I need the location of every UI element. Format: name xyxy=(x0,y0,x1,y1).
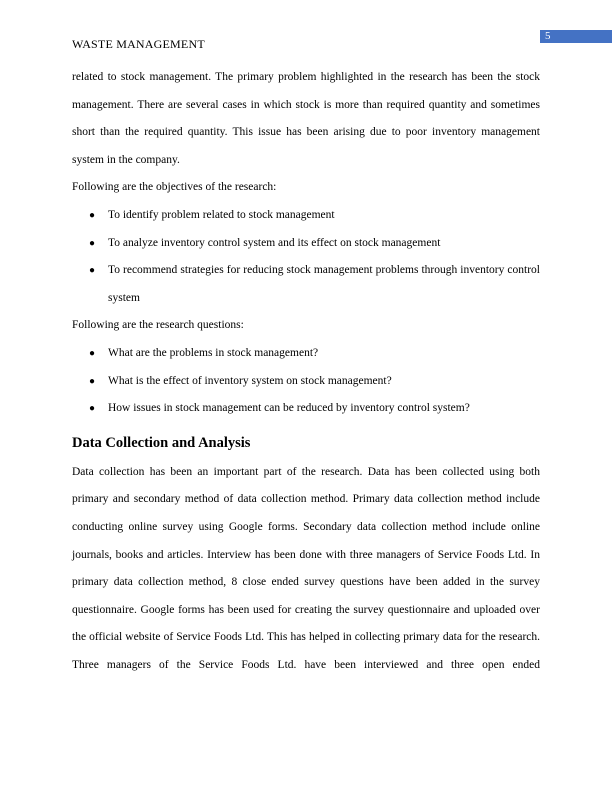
list-item: ● What is the effect of inventory system on stock management? xyxy=(72,368,540,396)
bullet-icon: ● xyxy=(89,375,96,387)
bullet-icon: ● xyxy=(89,403,96,415)
list-item: ● What are the problems in stock management? xyxy=(72,340,540,368)
section-heading: Data Collection and Analysis xyxy=(72,434,251,451)
list-item: ● To analyze inventory control system and its effect on stock management xyxy=(72,230,540,258)
document-body xyxy=(72,64,540,679)
list-item: ● To identify problem related to stock management xyxy=(72,202,540,230)
bullet-icon: ● xyxy=(89,347,96,359)
questions-lead: Following are the research questions: xyxy=(72,319,244,332)
questions-list xyxy=(72,340,540,423)
intro-paragraph: related to stock management. The primary problem highlighted in the research has been the stock management. There are several cases in which stock is more than required quantity and sometimes short than the required quantity. This issue has been arising due to poor inventory management system in the company. xyxy=(72,71,540,166)
objectives-lead: Following are the objectives of the research: xyxy=(72,181,277,194)
list-item: ● To recommend strategies for reducing stock management problems through inventory control system xyxy=(72,257,540,312)
objectives-list xyxy=(72,202,540,312)
bullet-icon: ● xyxy=(89,265,96,277)
page-number: 5 xyxy=(540,30,612,43)
bullet-icon: ● xyxy=(89,237,96,249)
section-paragraph: Data collection has been an important part of the research. Data has been collected using both primary and secondary method of data collection method. Primary data collection method include conducting online survey using Google forms. Secondary data collection method include online journals, books and articles. Interview has been done with three managers of Service Foods Ltd. In primary data collection method, 8 close ended survey questions have been added in the survey questionnaire. Google forms has been used for creating the survey questionnaire and uploaded over the official website of Service Foods Ltd. This has helped in collecting primary data for the research. Three managers of the Service Foods Ltd. have been interviewed and three open ended xyxy=(72,465,540,671)
list-item: ● How issues in stock management can be reduced by inventory control system? xyxy=(72,395,540,423)
running-head: WASTE MANAGEMENT xyxy=(72,37,205,51)
bullet-icon: ● xyxy=(89,209,96,221)
